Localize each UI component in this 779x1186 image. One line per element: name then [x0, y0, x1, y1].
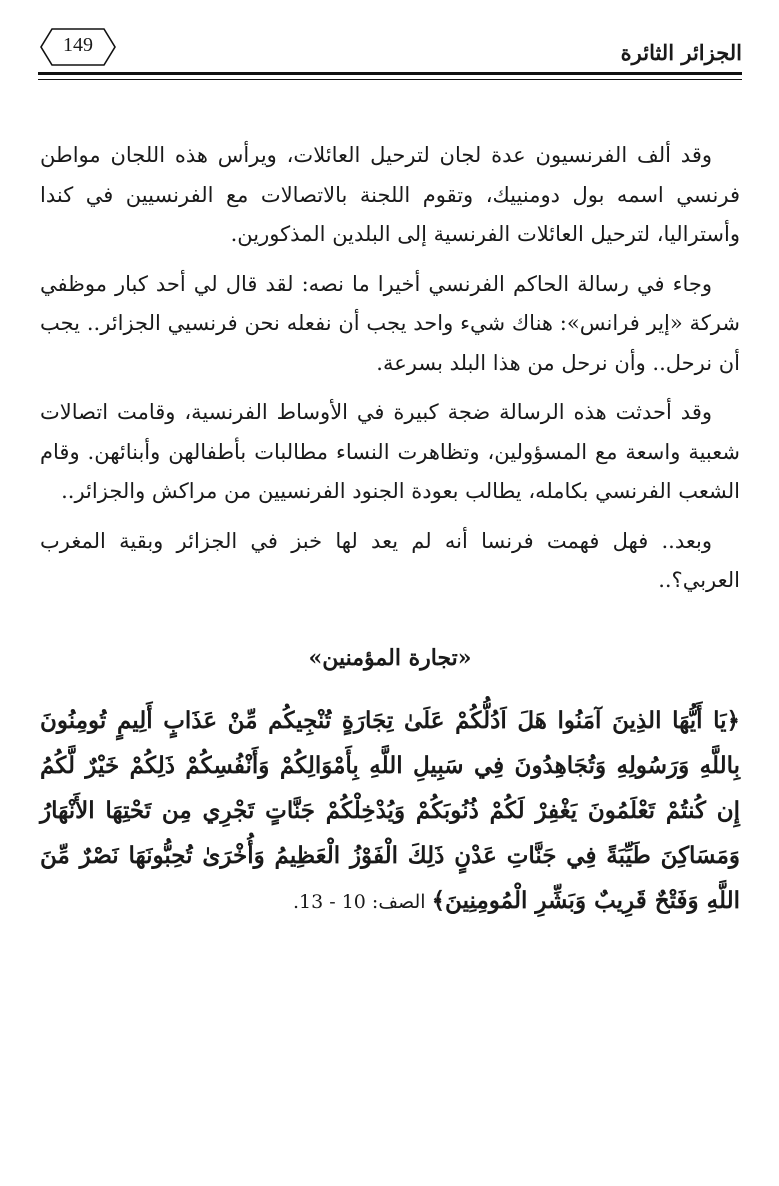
- paragraph-2: وجاء في رسالة الحاكم الفرنسي أخيرا ما نصه: لقد قال لي أحد كبار موظفي شركة «إير فرانس»: هناك شيء واحد يجب أن نفعله نحن فرنسيي الجزائر.. يجب أن نرحل.. وأن نرحل من هذا البلد بسرعة.: [40, 271, 740, 375]
- verse-reference: الصف: 10 - 13.: [292, 891, 432, 913]
- paragraph-1: وقد ألف الفرنسيون عدة لجان لترحيل العائلات، ويرأس هذه اللجان مواطن فرنسي اسمه بول دومنييك، وتقوم اللجنة بالاتصالات مع الفرنسيين في كندا وأستراليا، لترحيل العائلات الفرنسية إلى البلدين المذكورين.: [40, 143, 740, 246]
- running-title: الجزائر الثائرة: [620, 40, 742, 65]
- header-rule-thin: [38, 79, 742, 80]
- page-number-badge: [38, 26, 118, 68]
- quran-verse: ﴿يَا أَيُّهَا الذِينَ آمَنُوا هَلَ اَدُلُّكُمْ عَلَىٰ تِجَارَةٍ تُنْجِيكُم مِّنْ عَذَابٍ أَلِيمٍ تُومِنُونَ بِاللَّهِ وَرَسُولِهِ وَتُجَاهِدُونَ فِي سَبِيلِ اللَّهِ بِأَمْوَالِكُمْ وَأَنْفُسِكُمْ ذَلِكُمْ خَيْرٌ لَّكُمُ إِن كُنتُمْ تَعْلَمُونَ يَغْفِرْ لَكُمْ ذُنُوبَكُمْ وَيُدْخِلْكُمْ جَنَّاتٍ تَجْرِي مِن تَحْتِهَا الأَنْهَارُ وَمَسَاكِنَ طَيِّبَةً فِي جَنَّاتِ عَدْنٍ ذَلِكَ الْفَوْزُ الْعَظِيمُ وَأُخْرَىٰ تُحِبُّونَهَا نَصْرٌ مِّنَ اللَّهِ وَفَتْحٌ قَرِيبٌ وَبَشِّرِ الْمُومِنِينَ﴾: [40, 707, 741, 914]
- page-number: 149: [63, 34, 93, 56]
- page-body: [40, 136, 740, 925]
- quran-verse-block: [40, 698, 740, 925]
- section-title: «تجارة المؤمنين»: [308, 644, 472, 671]
- page-header: [38, 26, 742, 72]
- header-rule-thick: [38, 72, 742, 75]
- paragraph-3: وقد أحدثت هذه الرسالة ضجة كبيرة في الأوساط الفرنسية، وقامت اتصالات شعبية واسعة مع المسؤولين، وتظاهرت النساء مطالبات بأطفالهن وأبنائهن. وقام الشعب الفرنسي بكامله، يطالب بعودة الجنود الفرنسيين من مراكش والجزائر..: [40, 400, 740, 503]
- paragraph-4: وبعد.. فهل فهمت فرنسا أنه لم يعد لها خبز في الجزائر وبقية المغرب العربي؟..: [40, 528, 740, 592]
